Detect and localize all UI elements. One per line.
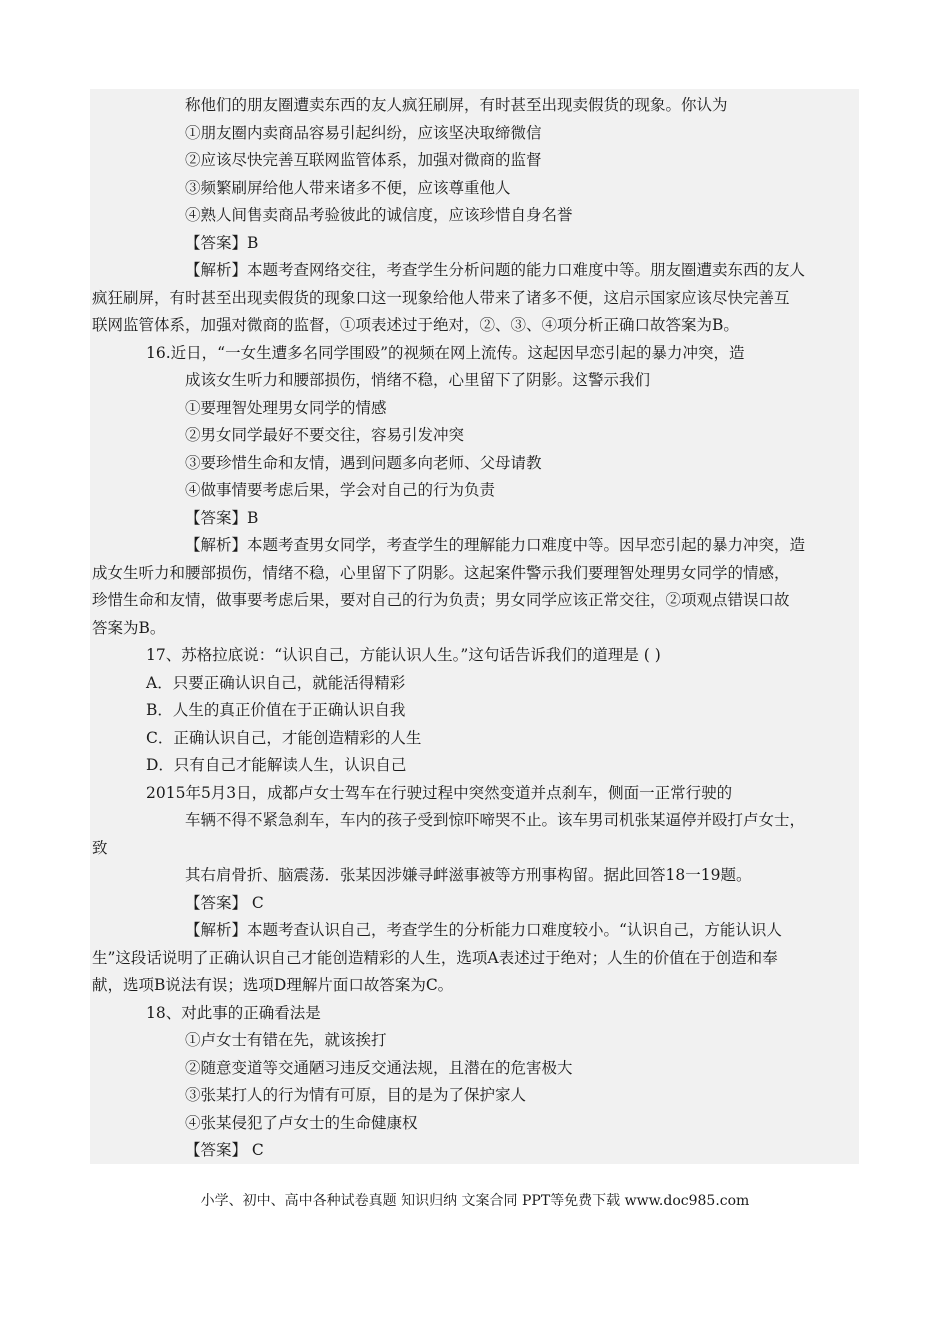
option-line: ①朋友圈内卖商品容易引起纠纷，应该坚决取缔微信 bbox=[185, 124, 542, 142]
analysis-line: 疯狂刷屏，有时甚至出现卖假货的现象口这一现象给他人带来了诸多不便，这启示国家应该尽快完善互 bbox=[92, 289, 790, 307]
analysis-line: 联网监管体系，加强对微商的监督，①项表述过于绝对，②、③、④项分析正确口故答案为B。 bbox=[92, 316, 739, 334]
passage-line: 车辆不得不紧急刹车，车内的孩子受到惊吓啼哭不止。该车男司机张某逼停并殴打卢女士， bbox=[185, 811, 806, 829]
choice-b: B．人生的真正价值在于正确认识自我 bbox=[146, 701, 406, 719]
option-line: ④做事情要考虑后果，学会对自己的行为负责 bbox=[185, 481, 496, 499]
question-17: 17、苏格拉底说：“认识自己，方能认识人生。”这句话告诉我们的道理是 ( ) bbox=[146, 646, 661, 664]
analysis-line: 成女生听力和腰部损伤，情绪不稳，心里留下了阴影。这起案件警示我们要理智处理男女同学的情感， bbox=[92, 564, 790, 582]
question-16: 16.近日，“一女生遭多名同学围殴”的视频在网上流传。这起因早恋引起的暴力冲突，造 bbox=[146, 344, 745, 362]
passage-line: 2015年5月3日，成都卢女士驾车在行驶过程中突然变道并点刹车，侧面一正常行驶的 bbox=[146, 784, 733, 802]
choice-c: C．正确认识自己，才能创造精彩的人生 bbox=[146, 729, 422, 747]
analysis-line: 答案为B。 bbox=[92, 619, 166, 637]
analysis-line: 生”这段话说明了正确认识自己才能创造精彩的人生，选项A表述过于绝对；人生的价值在于创造和奉 bbox=[92, 949, 778, 967]
option-line: ④张某侵犯了卢女士的生命健康权 bbox=[185, 1114, 418, 1132]
option-line: ③张某打人的行为情有可原，目的是为了保护家人 bbox=[185, 1086, 527, 1104]
choice-d: D．只有自己才能解读人生，认识自己 bbox=[146, 756, 407, 774]
analysis-line: 献，选项B说法有误；选项D理解片面口故答案为C。 bbox=[92, 976, 454, 994]
passage-line: 致 bbox=[92, 839, 108, 857]
document-body bbox=[90, 89, 859, 1164]
option-line: ①卢女士有错在先，就该挨打 bbox=[185, 1031, 387, 1049]
option-line: ③频繁刷屏给他人带来诸多不便，应该尊重他人 bbox=[185, 179, 511, 197]
answer-line: 【答案】B bbox=[185, 234, 259, 252]
option-line: ②应该尽快完善互联网监管体系，加强对微商的监督 bbox=[185, 151, 542, 169]
option-line: ②随意变道等交通陋习违反交通法规，且潜在的危害极大 bbox=[185, 1059, 573, 1077]
text-line: 成该女生听力和腰部损伤，悄绪不稳，心里留下了阴影。这警示我们 bbox=[185, 371, 651, 389]
page-footer: 小学、初中、高中各种试卷真题 知识归纳 文案合同 PPT等免费下载 www.doc985.com bbox=[200, 1193, 750, 1209]
answer-line: 【答案】B bbox=[185, 509, 259, 527]
text-line: 称他们的朋友圈遭卖东西的友人疯狂刷屏，有时甚至出现卖假货的现象。你认为 bbox=[185, 96, 728, 114]
answer-line: 【答案】 C bbox=[185, 894, 264, 912]
option-line: ①要理智处理男女同学的情感 bbox=[185, 399, 387, 417]
analysis-line: 【解析】本题考查男女同学，考查学生的理解能力口难度中等。因早恋引起的暴力冲突，造 bbox=[185, 536, 806, 554]
answer-line: 【答案】 C bbox=[185, 1141, 264, 1159]
analysis-line: 【解析】本题考查网络交往，考查学生分析问题的能力口难度中等。朋友圈遭卖东西的友人 bbox=[185, 261, 806, 279]
option-line: ②男女同学最好不要交往，容易引发冲突 bbox=[185, 426, 465, 444]
option-line: ④熟人间售卖商品考验彼此的诚信度，应该珍惜自身名誉 bbox=[185, 206, 573, 224]
analysis-line: 珍惜生命和友情，做事要考虑后果，要对自己的行为负责；男女同学应该正常交往，②项观点错误口故 bbox=[92, 591, 790, 609]
passage-line: 其右肩骨折、脑震荡．张某因涉嫌寻衅滋事被等方刑事构留。据此回答18一19题。 bbox=[185, 866, 752, 884]
choice-a: A．只要正确认识自己，就能活得精彩 bbox=[146, 674, 406, 692]
analysis-line: 【解析】本题考查认识自己，考查学生的分析能力口难度较小。“认识自己，方能认识人 bbox=[185, 921, 782, 939]
question-18: 18、对此事的正确看法是 bbox=[146, 1004, 321, 1022]
option-line: ③要珍惜生命和友情，遇到问题多向老师、父母请教 bbox=[185, 454, 542, 472]
